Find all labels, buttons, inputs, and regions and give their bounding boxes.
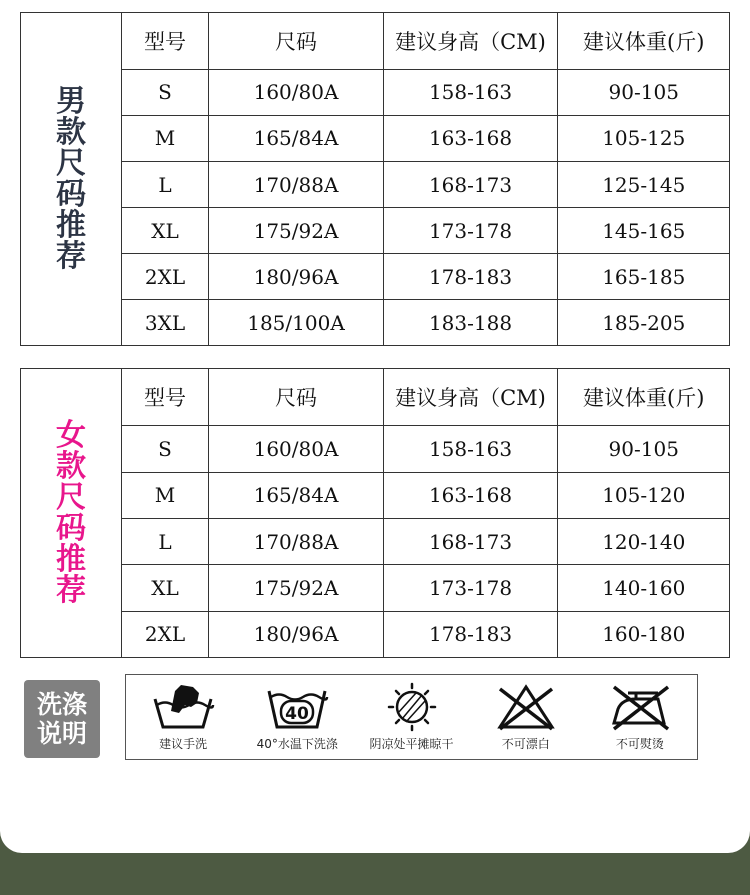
spec-cell: 160/80A — [209, 426, 384, 472]
shade-dry-icon — [380, 681, 444, 733]
care-label: 40°水温下洗涤 — [256, 737, 338, 751]
care-item-shade-dry — [354, 675, 468, 759]
table-row — [122, 208, 730, 254]
size-cell: M — [122, 115, 209, 161]
height-cell: 173-178 — [384, 565, 558, 611]
care-item-no-iron — [583, 675, 697, 759]
svg-text:40: 40 — [285, 704, 310, 724]
size-cell: L — [122, 161, 209, 207]
height-cell: 158-163 — [384, 69, 558, 115]
care-label: 阴凉处平摊晾干 — [369, 737, 454, 751]
women-size-table — [20, 368, 730, 658]
table-row — [122, 254, 730, 300]
care-item-hand-wash — [126, 675, 240, 759]
size-cell: 3XL — [122, 300, 209, 345]
care-label: 不可漂白 — [501, 737, 550, 751]
size-cell: 2XL — [122, 611, 209, 657]
height-cell: 163-168 — [384, 472, 558, 518]
weight-cell: 125-145 — [558, 161, 730, 207]
size-cell: S — [122, 69, 209, 115]
spec-cell: 180/96A — [209, 254, 384, 300]
height-cell: 168-173 — [384, 519, 558, 565]
height-cell: 178-183 — [384, 254, 558, 300]
header-cell: 尺码 — [209, 369, 384, 426]
size-cell: XL — [122, 565, 209, 611]
size-cell: 2XL — [122, 254, 209, 300]
height-cell: 178-183 — [384, 611, 558, 657]
header-cell: 型号 — [122, 13, 209, 69]
height-cell: 158-163 — [384, 426, 558, 472]
height-cell: 163-168 — [384, 115, 558, 161]
care-item-no-bleach — [469, 675, 583, 759]
spec-cell: 175/92A — [209, 565, 384, 611]
size-cell: XL — [122, 208, 209, 254]
table-header-row — [122, 13, 730, 69]
weight-cell: 105-125 — [558, 115, 730, 161]
men-size-table — [20, 12, 730, 346]
header-cell: 建议体重(斤) — [558, 13, 730, 69]
no-bleach-icon — [494, 681, 558, 733]
table-row — [122, 161, 730, 207]
care-instructions-title: 洗涤 说明 — [24, 680, 100, 758]
weight-cell: 165-185 — [558, 254, 730, 300]
table-row — [122, 300, 730, 345]
table-row — [122, 472, 730, 518]
wash-40-icon — [265, 681, 329, 733]
care-label: 不可熨烫 — [615, 737, 664, 751]
spec-cell: 170/88A — [209, 519, 384, 565]
table-header-row — [122, 369, 730, 426]
no-iron-icon — [608, 681, 672, 733]
header-cell: 建议身高（CM) — [384, 369, 558, 426]
men-table-label: 男 款 尺 码 推 荐 — [56, 84, 86, 274]
weight-cell: 90-105 — [558, 426, 730, 472]
care-label: 建议手洗 — [159, 737, 208, 751]
spec-cell: 175/92A — [209, 208, 384, 254]
spec-cell: 160/80A — [209, 69, 384, 115]
weight-cell: 120-140 — [558, 519, 730, 565]
header-cell: 建议身高（CM) — [384, 13, 558, 69]
table-row — [122, 611, 730, 657]
height-cell: 168-173 — [384, 161, 558, 207]
size-cell: L — [122, 519, 209, 565]
men-size-grid — [121, 13, 730, 345]
weight-cell: 160-180 — [558, 611, 730, 657]
table-row — [122, 565, 730, 611]
weight-cell: 105-120 — [558, 472, 730, 518]
table-row — [122, 69, 730, 115]
height-cell: 173-178 — [384, 208, 558, 254]
spec-cell: 185/100A — [209, 300, 384, 345]
weight-cell: 145-165 — [558, 208, 730, 254]
women-table-label: 女 款 尺 码 推 荐 — [56, 418, 86, 608]
spec-cell: 180/96A — [209, 611, 384, 657]
spec-cell: 165/84A — [209, 115, 384, 161]
spec-cell: 170/88A — [209, 161, 384, 207]
size-cell: M — [122, 472, 209, 518]
height-cell: 183-188 — [384, 300, 558, 345]
header-cell: 建议体重(斤) — [558, 369, 730, 426]
table-row — [122, 426, 730, 472]
hand-wash-icon — [151, 681, 215, 733]
women-size-grid — [121, 369, 730, 657]
spec-cell: 165/84A — [209, 472, 384, 518]
table-row — [122, 519, 730, 565]
table-row — [122, 115, 730, 161]
size-cell: S — [122, 426, 209, 472]
care-item-wash-40 — [240, 675, 354, 759]
weight-cell: 140-160 — [558, 565, 730, 611]
header-cell: 型号 — [122, 369, 209, 426]
care-icons-box — [125, 674, 698, 760]
weight-cell: 185-205 — [558, 300, 730, 345]
header-cell: 尺码 — [209, 13, 384, 69]
weight-cell: 90-105 — [558, 69, 730, 115]
